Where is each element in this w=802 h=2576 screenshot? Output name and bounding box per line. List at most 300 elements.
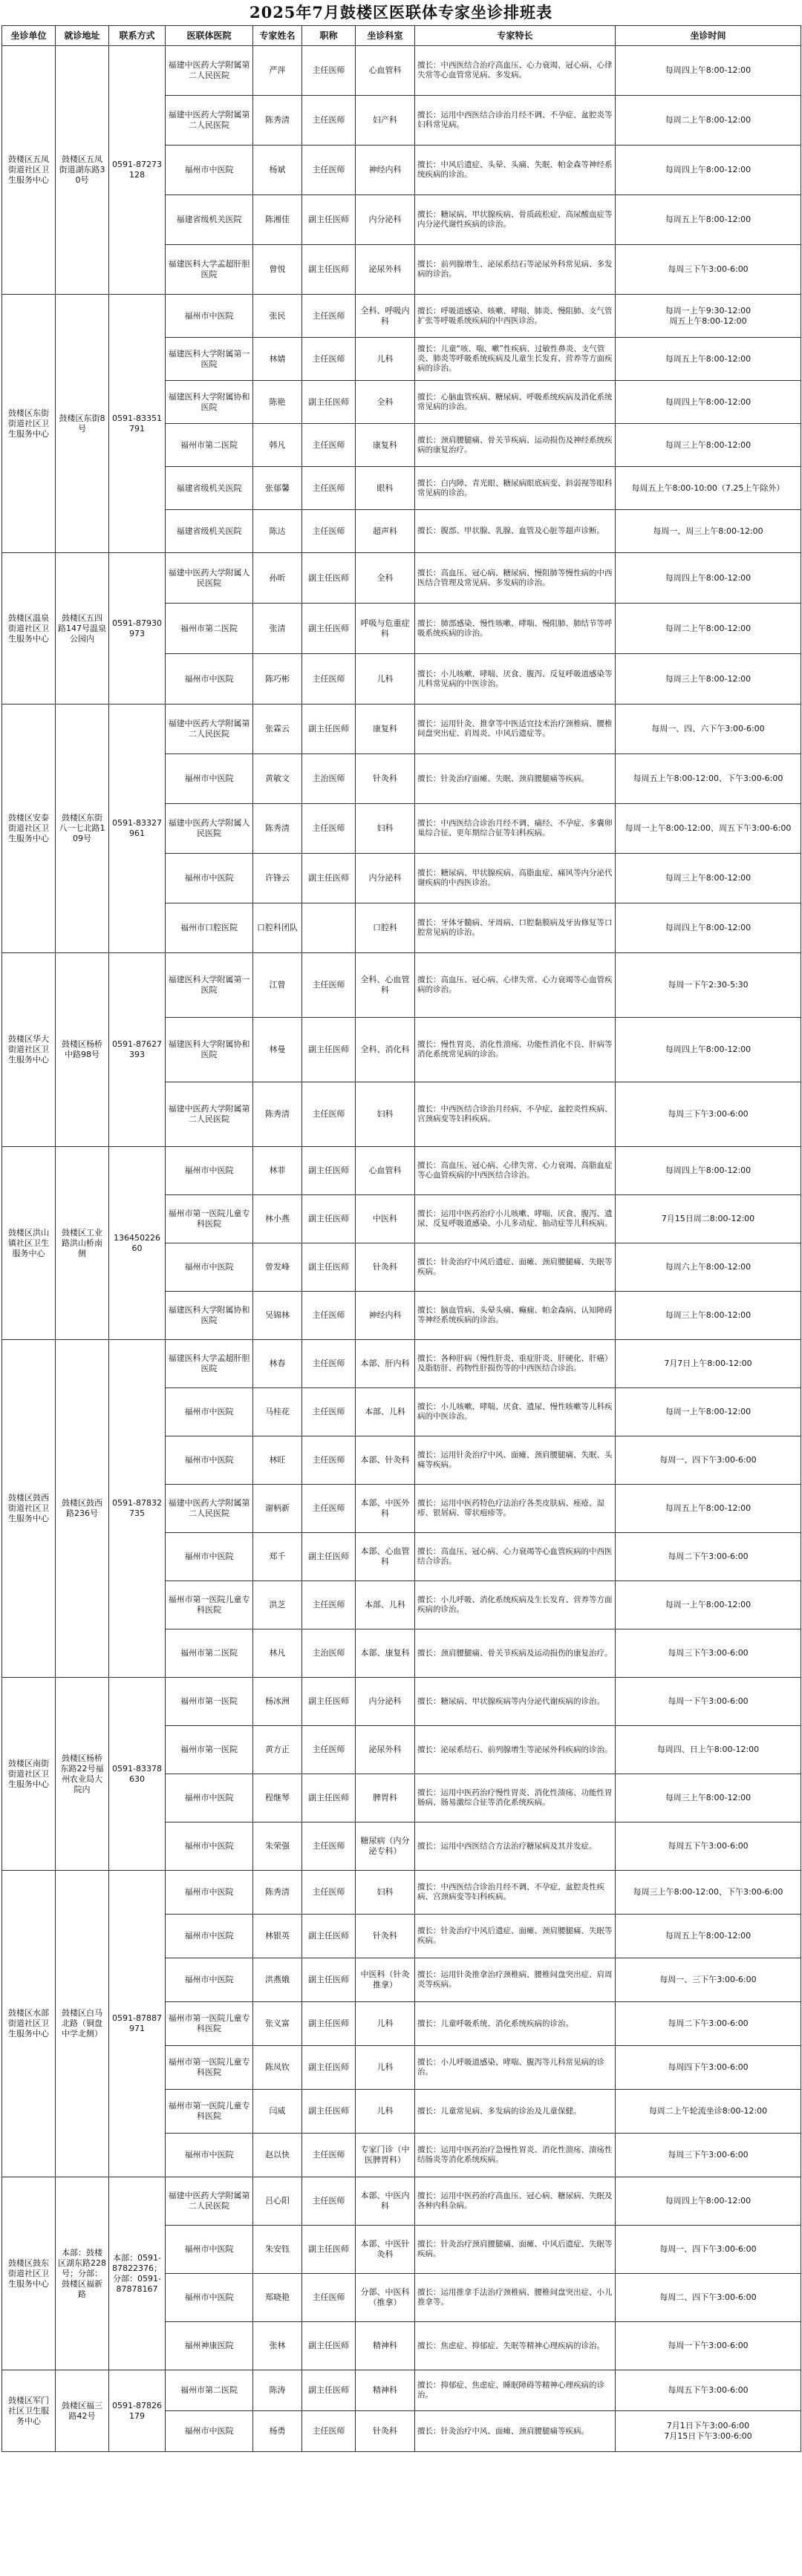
hospital-cell: 福建中医药大学附属第二人民医院 — [166, 705, 253, 754]
clinic-unit-cell: 鼓楼区五凤街道社区卫生服务中心 — [2, 46, 56, 295]
time-cell: 每周三下午3:00-6:00 — [616, 2134, 801, 2177]
expert-name-cell: 吴锦林 — [253, 1292, 302, 1340]
specialty-cell: 擅长：针灸治疗中风后遗症、面瘫、颈肩腰腿痛、失眠等疾病。 — [415, 1915, 616, 1958]
table-row — [2, 46, 801, 96]
hospital-cell: 福建省级机关医院 — [166, 510, 253, 553]
dept-cell: 本部、康复科 — [356, 1629, 415, 1678]
time-cell: 每周五上午8:00-12:00 — [616, 1485, 801, 1533]
expert-title-cell: 副主任医师 — [302, 195, 356, 245]
specialty-cell: 擅长：运用中西医结合方法治疗糖尿病及其并发症。 — [415, 1823, 616, 1871]
hospital-cell: 福州市第一医院儿童专科医院 — [166, 1195, 253, 1243]
specialty-cell: 擅长：运用中西医结合诊治月经不调、不孕症、盆腔炎等妇科常见病。 — [415, 96, 616, 146]
table-row — [2, 2370, 801, 2411]
dept-cell: 针灸科 — [356, 754, 415, 804]
hospital-cell: 福建医科大学附属第一医院 — [166, 953, 253, 1018]
dept-cell: 心血管科 — [356, 1147, 415, 1195]
dept-cell: 妇科 — [356, 1082, 415, 1147]
expert-name-cell: 许锋云 — [253, 854, 302, 903]
dept-cell: 内分泌科 — [356, 854, 415, 903]
expert-title-cell: 副主任医师 — [302, 1774, 356, 1823]
specialty-cell: 擅长：运用针灸治疗中风、面瘫、颈肩腰腿痛、失眠、头痛等疾病。 — [415, 1436, 616, 1485]
specialty-cell: 擅长：中西医结合诊治月经不调、不孕症、盆腔炎性疾病、宫颈病变等妇科疾病。 — [415, 1871, 616, 1915]
header-title: 职称 — [302, 26, 356, 46]
specialty-cell: 擅长：中西医结合诊治月经病、不孕症、盆腔炎性疾病、宫颈病变等妇科疾病。 — [415, 1082, 616, 1147]
hospital-cell: 福州市口腔医院 — [166, 903, 253, 953]
expert-title-cell: 主任医师 — [302, 1871, 356, 1915]
hospital-cell: 福州市中医院 — [166, 1388, 253, 1436]
dept-cell: 针灸科 — [356, 1243, 415, 1292]
specialty-cell: 擅长：运用中医药治疗小儿咳嗽、哮喘、厌食、腹泻、遗尿、反复呼吸道感染、小儿多动症、抽动症等儿科疾病。 — [415, 1195, 616, 1243]
hospital-cell: 福州市中医院 — [166, 754, 253, 804]
time-cell: 每周五上午8:00-12:00、下午3:00-6:00 — [616, 754, 801, 804]
hospital-cell: 福州市第二医院 — [166, 604, 253, 654]
expert-name-cell: 林菲 — [253, 1147, 302, 1195]
specialty-cell: 擅长：儿童呼吸系统、消化系统疾病的诊治。 — [415, 2002, 616, 2046]
clinic-phone-cell: 0591-87627393 — [109, 953, 166, 1147]
dept-cell: 本部、中医内科 — [356, 2177, 415, 2226]
table-header-row — [2, 26, 801, 46]
expert-name-cell: 陈凤钦 — [253, 2046, 302, 2090]
time-cell: 每周二上午轮流坐诊8:00-12:00 — [616, 2090, 801, 2134]
time-cell: 每周二上午8:00-12:00 — [616, 96, 801, 146]
expert-name-cell: 张霖云 — [253, 705, 302, 754]
expert-name-cell: 朱安钰 — [253, 2226, 302, 2274]
expert-title-cell: 副主任医师 — [302, 604, 356, 654]
dept-cell: 全科、呼吸内科 — [356, 295, 415, 338]
expert-name-cell: 吕心阳 — [253, 2177, 302, 2226]
clinic-address-cell: 鼓楼区五凤街道湖东路30号 — [56, 46, 109, 295]
hospital-cell: 福建中医药大学附属人民医院 — [166, 553, 253, 604]
dept-cell: 分部、中医科（推拿） — [356, 2274, 415, 2322]
time-cell: 每周四上午8:00-12:00 — [616, 2177, 801, 2226]
time-cell: 7月7日上午8:00-12:00 — [616, 1340, 801, 1388]
specialty-cell: 擅长：白内障、青光眼、糖尿病眼底病变、斜弱视等眼科常见病的诊治。 — [415, 467, 616, 510]
dept-cell: 妇产科 — [356, 96, 415, 146]
dept-cell: 糖尿病（内分泌专科） — [356, 1823, 415, 1871]
specialty-cell: 擅长：小儿呼吸、消化系统疾病及生长发育、营养等方面疾病的诊治。 — [415, 1581, 616, 1629]
schedule-body — [2, 46, 801, 2452]
dept-cell: 呼吸与危重症科 — [356, 604, 415, 654]
dept-cell: 泌尿外科 — [356, 1726, 415, 1774]
expert-title-cell: 主任医师 — [302, 146, 356, 195]
clinic-address-cell: 鼓楼区白马北路（铜盘中学北侧） — [56, 1871, 109, 2177]
specialty-cell: 擅长：牙体牙髓病、牙周病、口腔黏膜病及牙齿修复等口腔常见病的诊治。 — [415, 903, 616, 953]
clinic-unit-cell: 鼓楼区军门社区卫生服务中心 — [2, 2370, 56, 2452]
dept-cell: 儿科 — [356, 2002, 415, 2046]
dept-cell: 妇科 — [356, 804, 415, 854]
expert-title-cell: 主任医师 — [302, 2134, 356, 2177]
hospital-cell: 福建省级机关医院 — [166, 195, 253, 245]
header-expert: 专家姓名 — [253, 26, 302, 46]
expert-name-cell: 孙昕 — [253, 553, 302, 604]
header-hospital: 医联体医院 — [166, 26, 253, 46]
specialty-cell: 擅长：肺部感染、慢性咳嗽、哮喘、慢阻肺、肺结节等呼吸系统疾病的诊治。 — [415, 604, 616, 654]
expert-title-cell: 副主任医师 — [302, 1243, 356, 1292]
dept-cell: 内分泌科 — [356, 1678, 415, 1726]
clinic-unit-cell: 鼓楼区水部街道社区卫生服务中心 — [2, 1871, 56, 2177]
time-cell: 每周三上午8:00-12:00 — [616, 1292, 801, 1340]
dept-cell: 本部、中医针灸科 — [356, 2226, 415, 2274]
time-cell: 每周三上午8:00-12:00 — [616, 424, 801, 467]
expert-title-cell: 副主任医师 — [302, 705, 356, 754]
header-address: 就诊地址 — [56, 26, 109, 46]
time-cell: 每周五上午8:00-12:00 — [616, 1915, 801, 1958]
hospital-cell: 福建医科大学孟超肝胆医院 — [166, 245, 253, 295]
expert-title-cell: 主任医师 — [302, 1082, 356, 1147]
header-time: 坐诊时间 — [616, 26, 801, 46]
expert-title-cell: 主任医师 — [302, 1581, 356, 1629]
expert-title-cell: 副主任医师 — [302, 245, 356, 295]
header-phone: 联系方式 — [109, 26, 166, 46]
hospital-cell: 福建中医药大学附属人民医院 — [166, 804, 253, 854]
time-cell: 每周一下午3:00-6:00 — [616, 1678, 801, 1726]
specialty-cell: 擅长：抑郁症、焦虑症、睡眠障碍等精神心理疾病的诊治。 — [415, 2370, 616, 2411]
specialty-cell: 擅长：焦虑症、抑郁症、失眠等精神心理疾病的诊治。 — [415, 2322, 616, 2370]
table-row — [2, 1678, 801, 1726]
expert-name-cell: 陈秀清 — [253, 804, 302, 854]
specialty-cell: 擅长：慢性胃炎、消化性溃疡、功能性消化不良、肝病等消化系统常见病的诊治。 — [415, 1018, 616, 1082]
header-unit: 坐诊单位 — [2, 26, 56, 46]
time-cell: 每周一、四、六下午3:00-6:00 — [616, 705, 801, 754]
expert-name-cell: 林婧 — [253, 338, 302, 381]
dept-cell: 全科、消化科 — [356, 1018, 415, 1082]
clinic-phone-cell: 0591-87832735 — [109, 1340, 166, 1678]
specialty-cell: 擅长：针灸治疗面瘫、失眠、颈肩腰腿痛等疾病。 — [415, 754, 616, 804]
expert-name-cell: 杨斌 — [253, 146, 302, 195]
table-row — [2, 1340, 801, 1388]
clinic-phone-cell: 0591-87826179 — [109, 2370, 166, 2452]
expert-title-cell: 主任医师 — [302, 295, 356, 338]
expert-title-cell: 副主任医师 — [302, 553, 356, 604]
expert-name-cell: 陈湘佳 — [253, 195, 302, 245]
specialty-cell: 擅长：运用中医药治疗急慢性胃炎、消化性溃疡、溃疡性结肠炎等消化系统疾病。 — [415, 2134, 616, 2177]
expert-name-cell: 林凡 — [253, 1629, 302, 1678]
clinic-phone-cell: 0591-87887971 — [109, 1871, 166, 2177]
clinic-phone-cell: 0591-87273128 — [109, 46, 166, 295]
expert-title-cell — [302, 903, 356, 953]
time-cell: 每周三上午8:00-12:00 — [616, 854, 801, 903]
dept-cell: 口腔科 — [356, 903, 415, 953]
expert-title-cell: 副主任医师 — [302, 2090, 356, 2134]
expert-title-cell: 副主任医师 — [302, 2370, 356, 2411]
dept-cell: 本部、儿科 — [356, 1388, 415, 1436]
dept-cell: 精神科 — [356, 2322, 415, 2370]
dept-cell: 全科 — [356, 553, 415, 604]
expert-title-cell: 主任医师 — [302, 1388, 356, 1436]
hospital-cell: 福建医科大学附属协和医院 — [166, 1018, 253, 1082]
dept-cell: 康复科 — [356, 705, 415, 754]
specialty-cell: 擅长：针灸治疗中风后遗症、面瘫、颈肩腰腿痛、失眠等疾病。 — [415, 1243, 616, 1292]
dept-cell: 儿科 — [356, 2046, 415, 2090]
specialty-cell: 擅长：糖尿病、甲状腺疾病、骨质疏松症、高尿酸血症等内分泌代谢性疾病的诊治。 — [415, 195, 616, 245]
expert-name-cell: 陈达 — [253, 510, 302, 553]
hospital-cell: 福州市中医院 — [166, 2226, 253, 2274]
expert-title-cell: 副主任医师 — [302, 1018, 356, 1082]
expert-title-cell: 主任医师 — [302, 96, 356, 146]
time-cell: 每周一上午8:00-12:00、周五下午3:00-6:00 — [616, 804, 801, 854]
specialty-cell: 擅长：颈肩腰腿痛、骨关节疾病、运动损伤及神经系统疾病的康复治疗。 — [415, 424, 616, 467]
hospital-cell: 福州市中医院 — [166, 1243, 253, 1292]
clinic-address-cell: 鼓楼区鼓西路236号 — [56, 1340, 109, 1678]
expert-name-cell: 严萍 — [253, 46, 302, 96]
expert-title-cell: 主任医师 — [302, 654, 356, 705]
expert-name-cell: 郑千 — [253, 1533, 302, 1581]
time-cell: 每周二上午8:00-12:00 — [616, 604, 801, 654]
expert-title-cell: 副主任医师 — [302, 854, 356, 903]
hospital-cell: 福州市第二医院 — [166, 2370, 253, 2411]
dept-cell: 内分泌科 — [356, 195, 415, 245]
dept-cell: 康复科 — [356, 424, 415, 467]
hospital-cell: 福州市中医院 — [166, 1958, 253, 2002]
expert-name-cell: 马桂花 — [253, 1388, 302, 1436]
hospital-cell: 福州市中医院 — [166, 1915, 253, 1958]
expert-title-cell: 副主任医师 — [302, 2046, 356, 2090]
dept-cell: 脾胃科 — [356, 1774, 415, 1823]
hospital-cell: 福建省级机关医院 — [166, 467, 253, 510]
time-cell: 每周四上午8:00-12:00 — [616, 903, 801, 953]
clinic-unit-cell: 鼓楼区东街街道社区卫生服务中心 — [2, 295, 56, 553]
specialty-cell: 擅长：泌尿系结石、前列腺增生等泌尿外科疾病的诊治。 — [415, 1726, 616, 1774]
clinic-address-cell: 鼓楼区东街八一七北路109号 — [56, 705, 109, 953]
clinic-unit-cell: 鼓楼区安泰街道社区卫生服务中心 — [2, 705, 56, 953]
table-row — [2, 1147, 801, 1195]
specialty-cell: 擅长：运用推拿手法治疗颈椎病、腰椎间盘突出症、小儿推拿等。 — [415, 2274, 616, 2322]
hospital-cell: 福州市第一医院 — [166, 1678, 253, 1726]
expert-title-cell: 副主任医师 — [302, 1915, 356, 1958]
specialty-cell: 擅长：高血压、冠心病、心力衰竭等心血管疾病的中西医结合诊治。 — [415, 1533, 616, 1581]
expert-title-cell: 主任医师 — [302, 1485, 356, 1533]
dept-cell: 儿科 — [356, 338, 415, 381]
hospital-cell: 福州市中医院 — [166, 146, 253, 195]
clinic-unit-cell: 鼓楼区鼓西街道社区卫生服务中心 — [2, 1340, 56, 1678]
expert-name-cell: 江曾 — [253, 953, 302, 1018]
expert-title-cell: 副主任医师 — [302, 1147, 356, 1195]
specialty-cell: 擅长：小儿呼吸道感染、哮喘、腹泻等儿科常见病的诊治。 — [415, 2046, 616, 2090]
expert-title-cell: 副主任医师 — [302, 2226, 356, 2274]
hospital-cell: 福州市中医院 — [166, 1823, 253, 1871]
time-cell: 每周三上午8:00-12:00 — [616, 1774, 801, 1823]
expert-name-cell: 程继琴 — [253, 1774, 302, 1823]
clinic-address-cell: 鼓楼区福三路42号 — [56, 2370, 109, 2452]
time-cell: 每周一、周三上午8:00-12:00 — [616, 510, 801, 553]
expert-title-cell: 主任医师 — [302, 338, 356, 381]
specialty-cell: 擅长：儿童“咳、喘、嗽”性疾病、过敏性鼻炎、支气管炎、肺炎等呼吸系统疾病及儿童生长发育、营养等方面疾病的诊治。 — [415, 338, 616, 381]
expert-title-cell: 副主任医师 — [302, 1533, 356, 1581]
dept-cell: 眼科 — [356, 467, 415, 510]
specialty-cell: 擅长：针灸治疗中风、面瘫、颈肩腰腿痛等疾病。 — [415, 2411, 616, 2452]
clinic-address-cell: 鼓楼区五四路147号温泉公园内 — [56, 553, 109, 705]
specialty-cell: 擅长：中西医结合诊治月经不调、痛经、不孕症、多囊卵巢综合征、更年期综合征等妇科疾病。 — [415, 804, 616, 854]
specialty-cell: 擅长：前列腺增生、泌尿系结石等泌尿外科常见病、多发病的诊治。 — [415, 245, 616, 295]
time-cell: 每周四上午8:00-12:00 — [616, 553, 801, 604]
dept-cell: 专家门诊（中医脾胃科） — [356, 2134, 415, 2177]
expert-name-cell: 张清 — [253, 604, 302, 654]
expert-title-cell: 副主任医师 — [302, 1958, 356, 2002]
time-cell: 每周五下午3:00-6:00 — [616, 2370, 801, 2411]
hospital-cell: 福州市第二医院 — [166, 424, 253, 467]
expert-name-cell: 陈涛 — [253, 2370, 302, 2411]
clinic-unit-cell: 鼓楼区温泉街道社区卫生服务中心 — [2, 553, 56, 705]
expert-title-cell: 主任医师 — [302, 467, 356, 510]
dept-cell: 全科、心血管科 — [356, 953, 415, 1018]
hospital-cell: 福州市中医院 — [166, 1436, 253, 1485]
time-cell: 每周四下午3:00-6:00 — [616, 2046, 801, 2090]
clinic-phone-cell: 0591-87930973 — [109, 553, 166, 705]
time-cell: 每周二下午3:00-6:00 — [616, 2002, 801, 2046]
expert-title-cell: 副主任医师 — [302, 381, 356, 424]
specialty-cell: 擅长：高血压、冠心病、糖尿病、慢阻肺等慢性病的中西医结合管理及常见病、多发病的诊治。 — [415, 553, 616, 604]
hospital-cell: 福建中医药大学附属第二人民医院 — [166, 96, 253, 146]
expert-title-cell: 主任医师 — [302, 2177, 356, 2226]
hospital-cell: 福州市中医院 — [166, 1871, 253, 1915]
time-cell: 每周三下午3:00-6:00 — [616, 1082, 801, 1147]
specialty-cell: 擅长：运用针灸、推拿等中医适宜技术治疗颈椎病、腰椎间盘突出症、肩周炎、中风后遗症等。 — [415, 705, 616, 754]
specialty-cell: 擅长：高血压、冠心病、心律失常、心力衰竭、高脂血症等心血管疾病的中西医结合诊治。 — [415, 1147, 616, 1195]
time-cell: 每周四上午8:00-12:00 — [616, 1147, 801, 1195]
hospital-cell: 福州市第一医院 — [166, 1726, 253, 1774]
dept-cell: 妇科 — [356, 1871, 415, 1915]
time-cell: 每周四上午8:00-12:00 — [616, 146, 801, 195]
time-cell: 每周四上午8:00-12:00 — [616, 1018, 801, 1082]
dept-cell: 神经内科 — [356, 1292, 415, 1340]
specialty-cell: 擅长：儿童常见病、多发病的诊治及儿童保健。 — [415, 2090, 616, 2134]
expert-title-cell: 主任医师 — [302, 2274, 356, 2322]
specialty-cell: 擅长：各种肝病（慢性肝炎、重症肝炎、肝硬化、肝癌）及脂肪肝、药物性肝损伤等的中西医结合诊治。 — [415, 1340, 616, 1388]
dept-cell: 泌尿外科 — [356, 245, 415, 295]
expert-name-cell: 张林 — [253, 2322, 302, 2370]
hospital-cell: 福建中医药大学附属第二人民医院 — [166, 1485, 253, 1533]
dept-cell: 中医科（针灸推拿） — [356, 1958, 415, 2002]
hospital-cell: 福建医科大学附属协和医院 — [166, 381, 253, 424]
expert-name-cell: 闫威 — [253, 2090, 302, 2134]
expert-title-cell: 主任医师 — [302, 424, 356, 467]
expert-name-cell: 张义富 — [253, 2002, 302, 2046]
specialty-cell: 擅长：颈肩腰腿痛、骨关节疾病及运动损伤的康复治疗。 — [415, 1629, 616, 1678]
time-cell: 每周一上午9:30-12:00 周五上午8:00-12:00 — [616, 295, 801, 338]
expert-name-cell: 赵以快 — [253, 2134, 302, 2177]
specialty-cell: 擅长：高血压、冠心病、心律失常、心力衰竭等心血管疾病的诊治。 — [415, 953, 616, 1018]
clinic-unit-cell: 鼓楼区南街街道社区卫生服务中心 — [2, 1678, 56, 1871]
time-cell: 每周一上午8:00-12:00 — [616, 1581, 801, 1629]
expert-name-cell: 林曼 — [253, 1018, 302, 1082]
specialty-cell: 擅长：运用中医药特色疗法治疗各类皮肤病、痤疮、湿疹、银屑病、带状疱疹等。 — [415, 1485, 616, 1533]
time-cell: 每周三上午8:00-12:00 — [616, 654, 801, 705]
expert-title-cell: 主任医师 — [302, 510, 356, 553]
table-row — [2, 953, 801, 1018]
expert-name-cell: 谢柄新 — [253, 1485, 302, 1533]
dept-cell: 心血管科 — [356, 46, 415, 96]
hospital-cell: 福州神康医院 — [166, 2322, 253, 2370]
hospital-cell: 福州市中医院 — [166, 854, 253, 903]
time-cell: 每周四上午8:00-12:00 — [616, 381, 801, 424]
dept-cell: 全科 — [356, 381, 415, 424]
dept-cell: 本部、心血管科 — [356, 1533, 415, 1581]
specialty-cell: 擅长：脑血管病、头晕头痛、癫痫、帕金森病、认知障碍等神经系统疾病的诊治。 — [415, 1292, 616, 1340]
expert-title-cell: 主任医师 — [302, 46, 356, 96]
expert-title-cell: 主任医师 — [302, 1436, 356, 1485]
expert-name-cell: 陈艳 — [253, 381, 302, 424]
dept-cell: 儿科 — [356, 2090, 415, 2134]
expert-title-cell: 主任医师 — [302, 1292, 356, 1340]
expert-title-cell: 副主任医师 — [302, 2002, 356, 2046]
specialty-cell: 擅长：糖尿病、甲状腺疾病、高脂血症、痛风等内分泌代谢疾病的中西医诊治。 — [415, 854, 616, 903]
time-cell: 每周六上午8:00-12:00 — [616, 1243, 801, 1292]
time-cell: 每周三下午3:00-6:00 — [616, 1629, 801, 1678]
hospital-cell: 福州市第二医院 — [166, 1629, 253, 1678]
header-specialty: 专家特长 — [415, 26, 616, 46]
specialty-cell: 擅长：运用针灸推拿治疗颈椎病、腰椎间盘突出症、肩周炎等疾病。 — [415, 1958, 616, 2002]
specialty-cell: 擅长：针灸治疗颈肩腰腿痛、面瘫、中风后遗症、失眠等疾病。 — [415, 2226, 616, 2274]
dept-cell: 精神科 — [356, 2370, 415, 2411]
specialty-cell: 擅长：运用中医药治疗慢性胃炎、消化性溃疡、功能性胃肠病、肠易激综合征等消化系统疾病。 — [415, 1774, 616, 1823]
time-cell: 每周三上午8:00-12:00、下午3:00-6:00 — [616, 1871, 801, 1915]
expert-name-cell: 张郁馨 — [253, 467, 302, 510]
specialty-cell: 擅长：运用中医药治疗高血压、冠心病、糖尿病、失眠及各种内科杂病。 — [415, 2177, 616, 2226]
table-row — [2, 1871, 801, 1915]
expert-title-cell: 主任医师 — [302, 804, 356, 854]
expert-title-cell: 副主任医师 — [302, 1195, 356, 1243]
time-cell: 每周三下午3:00-6:00 — [616, 245, 801, 295]
expert-name-cell: 黄敏文 — [253, 754, 302, 804]
clinic-phone-cell: 0591-83351791 — [109, 295, 166, 553]
expert-name-cell: 杨冰洲 — [253, 1678, 302, 1726]
hospital-cell: 福州市第一医院儿童专科医院 — [166, 2046, 253, 2090]
expert-title-cell: 主治医师 — [302, 1629, 356, 1678]
specialty-cell: 擅长：中风后遗症、头晕、头痛、失眠、帕金森等神经系统疾病的诊治。 — [415, 146, 616, 195]
expert-name-cell: 林春 — [253, 1340, 302, 1388]
expert-title-cell: 主任医师 — [302, 1823, 356, 1871]
clinic-phone-cell: 0591-83327961 — [109, 705, 166, 953]
hospital-cell: 福州市中医院 — [166, 2411, 253, 2452]
time-cell: 每周二下午3:00-6:00 — [616, 1533, 801, 1581]
expert-name-cell: 陈巧彬 — [253, 654, 302, 705]
header-dept: 坐诊科室 — [356, 26, 415, 46]
time-cell: 每周一下午2:30-5:30 — [616, 953, 801, 1018]
specialty-cell: 擅长：腹部、甲状腺、乳腺、血管及心脏等超声诊断。 — [415, 510, 616, 553]
expert-name-cell: 陈秀清 — [253, 1082, 302, 1147]
expert-name-cell: 陈秀清 — [253, 96, 302, 146]
table-row — [2, 295, 801, 338]
hospital-cell: 福州市中医院 — [166, 295, 253, 338]
time-cell: 每周一、四下午3:00-6:00 — [616, 2226, 801, 2274]
specialty-cell: 擅长：心脑血管疾病、糖尿病、呼吸系统疾病及消化系统常见病的诊治。 — [415, 381, 616, 424]
expert-title-cell: 主任医师 — [302, 2411, 356, 2452]
hospital-cell: 福州市中医院 — [166, 2274, 253, 2322]
hospital-cell: 福建医科大学附属第一医院 — [166, 338, 253, 381]
clinic-address-cell: 本部：鼓楼区湖东路228号；分部：鼓楼区福新路 — [56, 2177, 109, 2370]
dept-cell: 神经内科 — [356, 146, 415, 195]
dept-cell: 针灸科 — [356, 1915, 415, 1958]
hospital-cell: 福州市中医院 — [166, 1774, 253, 1823]
clinic-phone-cell: 0591-83378630 — [109, 1678, 166, 1871]
table-row — [2, 2177, 801, 2226]
expert-title-cell: 副主任医师 — [302, 1678, 356, 1726]
hospital-cell: 福州市中医院 — [166, 1147, 253, 1195]
expert-name-cell: 杨勇 — [253, 2411, 302, 2452]
expert-name-cell: 曾发峰 — [253, 1243, 302, 1292]
time-cell: 7月1日下午3:00-6:00 7月15日下午3:00-6:00 — [616, 2411, 801, 2452]
expert-title-cell: 主任医师 — [302, 1340, 356, 1388]
hospital-cell: 福建医科大学附属协和医院 — [166, 1292, 253, 1340]
time-cell: 每周一下午3:00-6:00 — [616, 2322, 801, 2370]
hospital-cell: 福建中医药大学附属第二人民医院 — [166, 2177, 253, 2226]
time-cell: 每周五上午8:00-10:00（7.25上午除外） — [616, 467, 801, 510]
dept-cell: 本部、肝内科 — [356, 1340, 415, 1388]
specialty-cell: 擅长：呼吸道感染、咳嗽、哮喘、肺炎、慢阻肺、支气管扩张等呼吸系统疾病的中西医诊治。 — [415, 295, 616, 338]
expert-name-cell: 黄方正 — [253, 1726, 302, 1774]
time-cell: 每周一、三下午3:00-6:00 — [616, 1958, 801, 2002]
dept-cell: 本部、中医外科 — [356, 1485, 415, 1533]
